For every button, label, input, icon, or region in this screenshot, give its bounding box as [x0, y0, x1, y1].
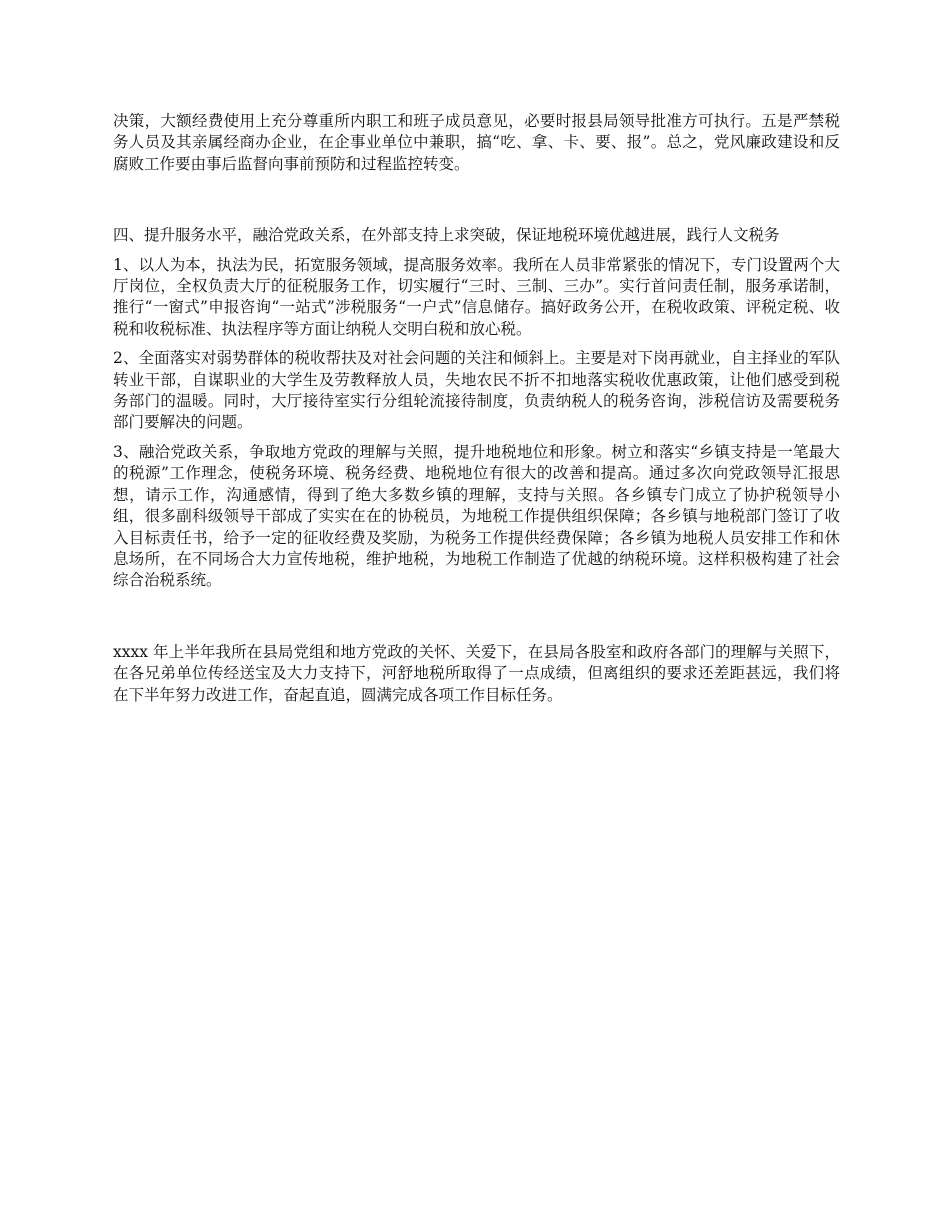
intro-paragraph: 决策，大额经费使用上充分尊重所内职工和班子成员意见，必要时报县局领导批准方可执行。五是严禁税务人员及其亲属经商办企业，在企事业单位中兼职，搞“吃、拿、卡、要、报”。总之，党风廉政建设和反腐败工作要由事后监督向事前预防和过程监控转变。 — [113, 112, 840, 173]
list-item-1: 1、以人为本，执法为民，拓宽服务领域，提高服务效率。我所在人员非常紧张的情况下，专门设置两个大厅岗位，全权负责大厅的征税服务工作，切实履行“三时、三制、三办”。实行首问责任制，服务承诺制，推行“一窗式”申报咨询“一站式”涉税服务“一户式”信息储存。搞好政务公开，在税收政策、评税定税、收税和收税标准、执法程序等方面让纳税人交明白税和放心税。 — [113, 255, 840, 338]
closing-paragraph: xxxx 年上半年我所在县局党组和地方党政的关怀、关爱下，在县局各股室和政府各部门的理解与关照下，在各兄弟单位传经送宝及大力支持下，河舒地税所取得了一点成绩，但离组织的要求还差距甚远，我们将在下半年努力改进工作，奋起直追，圆满完成各项工作目标任务。 — [113, 642, 840, 704]
list-item-3: 3、融洽党政关系，争取地方党政的理解与关照，提升地税地位和形象。树立和落实“乡镇支持是一笔最大的税源”工作理念，使税务环境、税务经费、地税地位有很大的改善和提高。通过多次向党政领导汇报思想，请示工作，沟通感情，得到了绝大多数乡镇的理解，支持与关照。各乡镇专门成立了协护税领导小组，很多副科级领导干部成了实实在在的协税员，为地税工作提供组织保障；各乡镇与地税部门签订了收入目标责任书，给予一定的征收经费及奖励，为税务工作提供经费保障；各乡镇为地税人员安排工作和休息场所，在不同场合大力宣传地税，维护地税，为地税工作制造了优越的纳税环境。这样积极构建了社会综合治税系统。 — [113, 442, 840, 590]
list-item-2: 2、全面落实对弱势群体的税收帮扶及对社会问题的关注和倾斜上。主要是对下岗再就业，自主择业的军队转业干部，自谋职业的大学生及劳教释放人员，失地农民不折不扣地落实税收优惠政策，让他们感受到税务部门的温暖。同时，大厅接待室实行分组轮流接待制度，负责纳税人的税务咨询，涉税信访及需要税务部门要解决的问题。 — [113, 349, 840, 432]
document-page — [113, 111, 840, 706]
section-heading: 四、提升服务水平，融洽党政关系，在外部支持上求突破，保证地税环境优越进展，践行人文税务 — [113, 226, 780, 245]
